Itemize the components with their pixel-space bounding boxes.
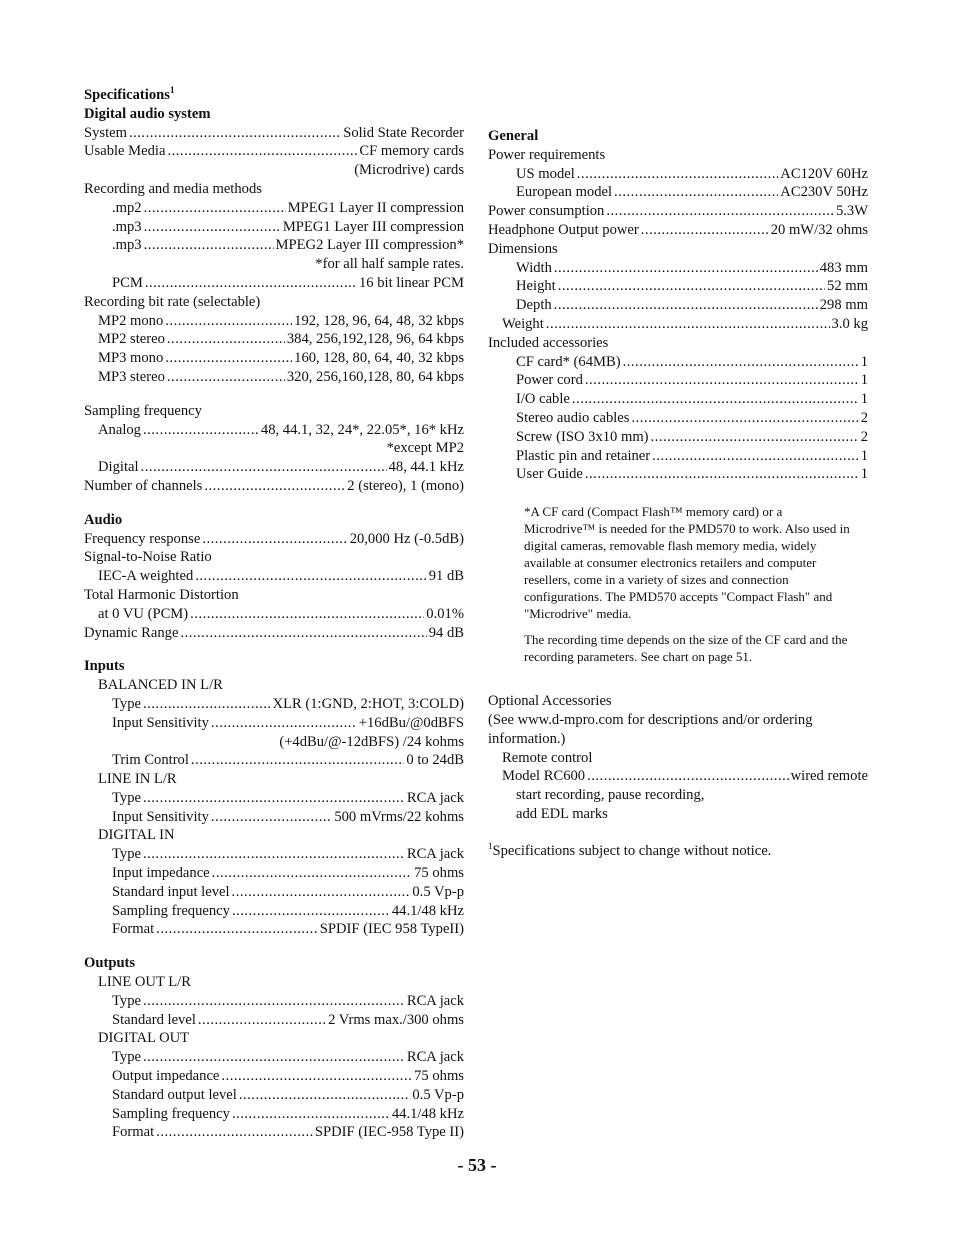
page-number: - 53 - bbox=[457, 1155, 497, 1175]
spec-row: Sampling frequency ..... 44.1/48 kHz bbox=[84, 1105, 464, 1124]
spec-label: LINE IN L/R bbox=[98, 771, 177, 788]
spec-row: Model RC600 ..... wired remote bbox=[488, 767, 868, 786]
spec-row: MP2 stereo ..... 384, 256,192,128, 96, 64 kbps bbox=[84, 330, 464, 349]
inputs-heading: Inputs bbox=[84, 658, 125, 675]
spec-label: BALANCED IN L/R bbox=[98, 677, 223, 694]
spec-row: Output impedance ..... 75 ohms bbox=[84, 1067, 464, 1086]
spec-row: Width ..... 483 mm bbox=[488, 259, 868, 278]
spec-row: Weight ..... 3.0 kg bbox=[488, 315, 868, 334]
spec-row: Input Sensitivity ..... 500 mVrms/22 kohms bbox=[84, 808, 464, 827]
spec-row: System ..... Solid State Recorder bbox=[84, 124, 464, 143]
spec-label: LINE OUT L/R bbox=[98, 974, 191, 991]
spec-row: Height ..... 52 mm bbox=[488, 277, 868, 296]
right-column bbox=[488, 127, 868, 861]
digital-audio-heading: Digital audio system bbox=[84, 105, 211, 122]
spec-row: PCM ..... 16 bit linear PCM bbox=[84, 274, 464, 293]
spec-row: .mp3 ..... MPEG2 Layer III compression* bbox=[84, 236, 464, 255]
accessory-row: Stereo audio cables ..... 2 bbox=[488, 409, 868, 428]
spec-row: Number of channels ..... 2 (stereo), 1 (mono) bbox=[84, 477, 464, 496]
spec-row: Standard output level ..... 0.5 Vp-p bbox=[84, 1086, 464, 1105]
spec-label: Total Harmonic Distortion bbox=[84, 586, 239, 603]
optional-desc: information.) bbox=[488, 730, 566, 747]
spec-row: IEC-A weighted ..... 91 dB bbox=[84, 567, 464, 586]
spec-note: *for all half sample rates. bbox=[315, 256, 464, 273]
page-title: Specifications$^1$ bbox=[84, 85, 175, 103]
footnote-mark: 1 bbox=[488, 841, 493, 852]
spec-row: Analog ..... 48, 44.1, 32, 24*, 22.05*, 16* kHz bbox=[84, 421, 464, 440]
spec-row: Headphone Output power ..... 20 mW/32 ohms bbox=[488, 221, 868, 240]
spec-continuation: (+4dBu/@-12dBFS) /24 kohms bbox=[279, 733, 464, 750]
spec-row: Type ..... RCA jack bbox=[84, 1048, 464, 1067]
spec-row: .mp2 ..... MPEG1 Layer II compression bbox=[84, 199, 464, 218]
spec-row: Format ..... SPDIF (IEC-958 Type II) bbox=[84, 1123, 464, 1142]
spec-label: Signal-to-Noise Ratio bbox=[84, 549, 212, 566]
spec-row: Depth ..... 298 mm bbox=[488, 296, 868, 315]
spec-row: Input Sensitivity ..... +16dBu/@0dBFS bbox=[84, 714, 464, 733]
spec-label: Recording and media methods bbox=[84, 180, 262, 197]
spec-row: Input impedance ..... 75 ohms bbox=[84, 864, 464, 883]
spec-row: Usable Media ..... CF memory cards bbox=[84, 142, 464, 161]
spec-row: Dynamic Range ..... 94 dB bbox=[84, 624, 464, 643]
left-column bbox=[84, 86, 464, 1142]
spec-row: Format ..... SPDIF (IEC 958 TypeII) bbox=[84, 920, 464, 939]
remote-function: add EDL marks bbox=[516, 806, 608, 823]
spec-row: Type ..... XLR (1:GND, 2:HOT, 3:COLD) bbox=[84, 695, 464, 714]
recording-time-note: The recording time depends on the size of the CF card and the recording parameters. See chart on page 51. bbox=[524, 632, 848, 665]
spec-label: Recording bit rate (selectable) bbox=[84, 293, 261, 310]
spec-row: Frequency response ..... 20,000 Hz (-0.5dB) bbox=[84, 530, 464, 549]
accessory-row: CF card* (64MB) ..... 1 bbox=[488, 353, 868, 372]
spec-row: at 0 VU (PCM) ..... 0.01% bbox=[84, 605, 464, 624]
spec-row: Digital ..... 48, 44.1 kHz bbox=[84, 458, 464, 477]
spec-note: *except MP2 bbox=[386, 440, 464, 457]
notes-block bbox=[524, 504, 854, 666]
spec-row: Standard input level ..... 0.5 Vp-p bbox=[84, 883, 464, 902]
spec-row: European model ..... AC230V 50Hz bbox=[488, 183, 868, 202]
footnote: $^1$Specifications subject to change without notice. bbox=[488, 841, 772, 859]
remote-function: start recording, pause recording, bbox=[516, 787, 705, 804]
spec-row: Sampling frequency ..... 44.1/48 kHz bbox=[84, 902, 464, 921]
optional-accessories-label: Optional Accessories bbox=[488, 693, 612, 710]
remote-control-label: Remote control bbox=[502, 749, 593, 766]
spec-label: DIGITAL IN bbox=[98, 827, 175, 844]
spec-row: Type ..... RCA jack bbox=[84, 845, 464, 864]
spec-label: Sampling frequency bbox=[84, 402, 202, 419]
optional-desc: (See www.d-mpro.com for descriptions and/or ordering bbox=[488, 712, 813, 729]
outputs-heading: Outputs bbox=[84, 955, 136, 972]
spec-row: Type ..... RCA jack bbox=[84, 789, 464, 808]
title-footnote-mark: 1 bbox=[169, 85, 175, 96]
spec-label: Included accessories bbox=[488, 334, 609, 351]
spec-row: Power consumption ..... 5.3W bbox=[488, 202, 868, 221]
cf-card-note: *A CF card (Compact Flash™ memory card) or a Microdrive™ is needed for the PMD570 to work. Also used in digital cameras, removable flash memory media, widely available at consumer electronics retailers and computer resellers, come in a variety of sizes and connection configurations. The PMD570 accepts "Compact Flash" and "Microdrive" media. bbox=[524, 504, 850, 621]
spec-row: US model ..... AC120V 60Hz bbox=[488, 165, 868, 184]
accessory-row: Power cord ..... 1 bbox=[488, 371, 868, 390]
accessory-row: User Guide ..... 1 bbox=[488, 465, 868, 484]
spec-row: MP2 mono ..... 192, 128, 96, 64, 48, 32 kbps bbox=[84, 312, 464, 331]
general-heading: General bbox=[488, 128, 539, 144]
spec-row: Trim Control ..... 0 to 24dB bbox=[84, 751, 464, 770]
accessory-row: I/O cable ..... 1 bbox=[488, 390, 868, 409]
spec-row: Type ..... RCA jack bbox=[84, 992, 464, 1011]
spec-row: MP3 mono ..... 160, 128, 80, 64, 40, 32 kbps bbox=[84, 349, 464, 368]
spec-continuation: (Microdrive) cards bbox=[354, 162, 464, 179]
spec-row: Standard level ..... 2 Vrms max./300 ohms bbox=[84, 1011, 464, 1030]
audio-heading: Audio bbox=[84, 511, 123, 528]
spec-label: Dimensions bbox=[488, 240, 558, 257]
accessory-row: Screw (ISO 3x10 mm) ..... 2 bbox=[488, 428, 868, 447]
spec-row: .mp3 ..... MPEG1 Layer III compression bbox=[84, 218, 464, 237]
spec-label: DIGITAL OUT bbox=[98, 1030, 190, 1047]
spec-row: MP3 stereo ..... 320, 256,160,128, 80, 64 kbps bbox=[84, 368, 464, 387]
accessory-row: Plastic pin and retainer ..... 1 bbox=[488, 447, 868, 466]
spec-label: Power requirements bbox=[488, 146, 606, 163]
